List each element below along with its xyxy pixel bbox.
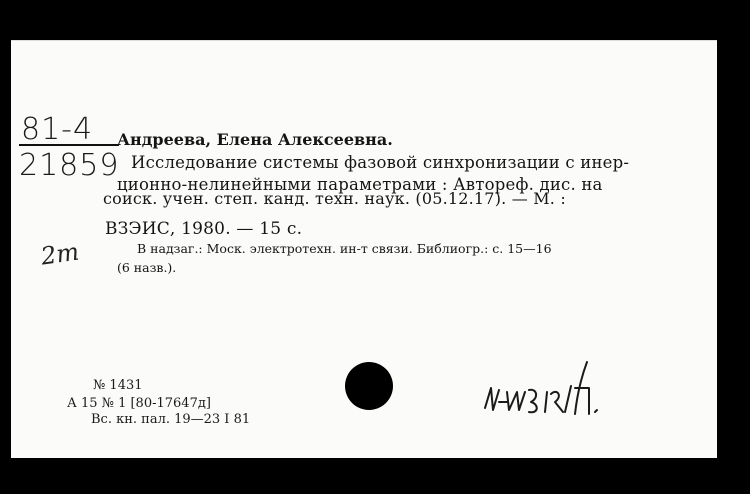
catalog-number: № 1431: [93, 378, 143, 393]
handwritten-mark: 2т: [39, 237, 81, 271]
cipher-divider: [19, 144, 119, 146]
notes-line: В надзаг.: Моск. электротехн. ин-т связи. Библиогр.: с. 15—16: [137, 241, 552, 256]
catalog-print-info: Вс. кн. пал. 19—23 I 81: [91, 412, 251, 427]
author-heading: Андреева, Елена Алексеевна.: [117, 130, 393, 149]
shelf-cipher-bottom: 21859: [19, 148, 120, 183]
description-line: Исследование системы фазовой синхронизации с инер-: [131, 153, 630, 172]
catalog-card: [11, 40, 717, 458]
description-line: ВЗЭИС, 1980. — 15 с.: [105, 219, 303, 239]
handwritten-signature: [477, 348, 617, 428]
punch-hole: [345, 362, 393, 410]
catalog-index: А 15 № 1 [80-17647д]: [67, 396, 211, 411]
shelf-cipher-top: 81-4: [21, 112, 94, 147]
description-line: соиск. учен. степ. канд. техн. наук. (05.12.17). — М. :: [103, 189, 566, 208]
description-line: ционно-нелинейными параметрами : Автореф. дис. на: [117, 175, 603, 194]
notes-line: (6 назв.).: [117, 260, 177, 275]
